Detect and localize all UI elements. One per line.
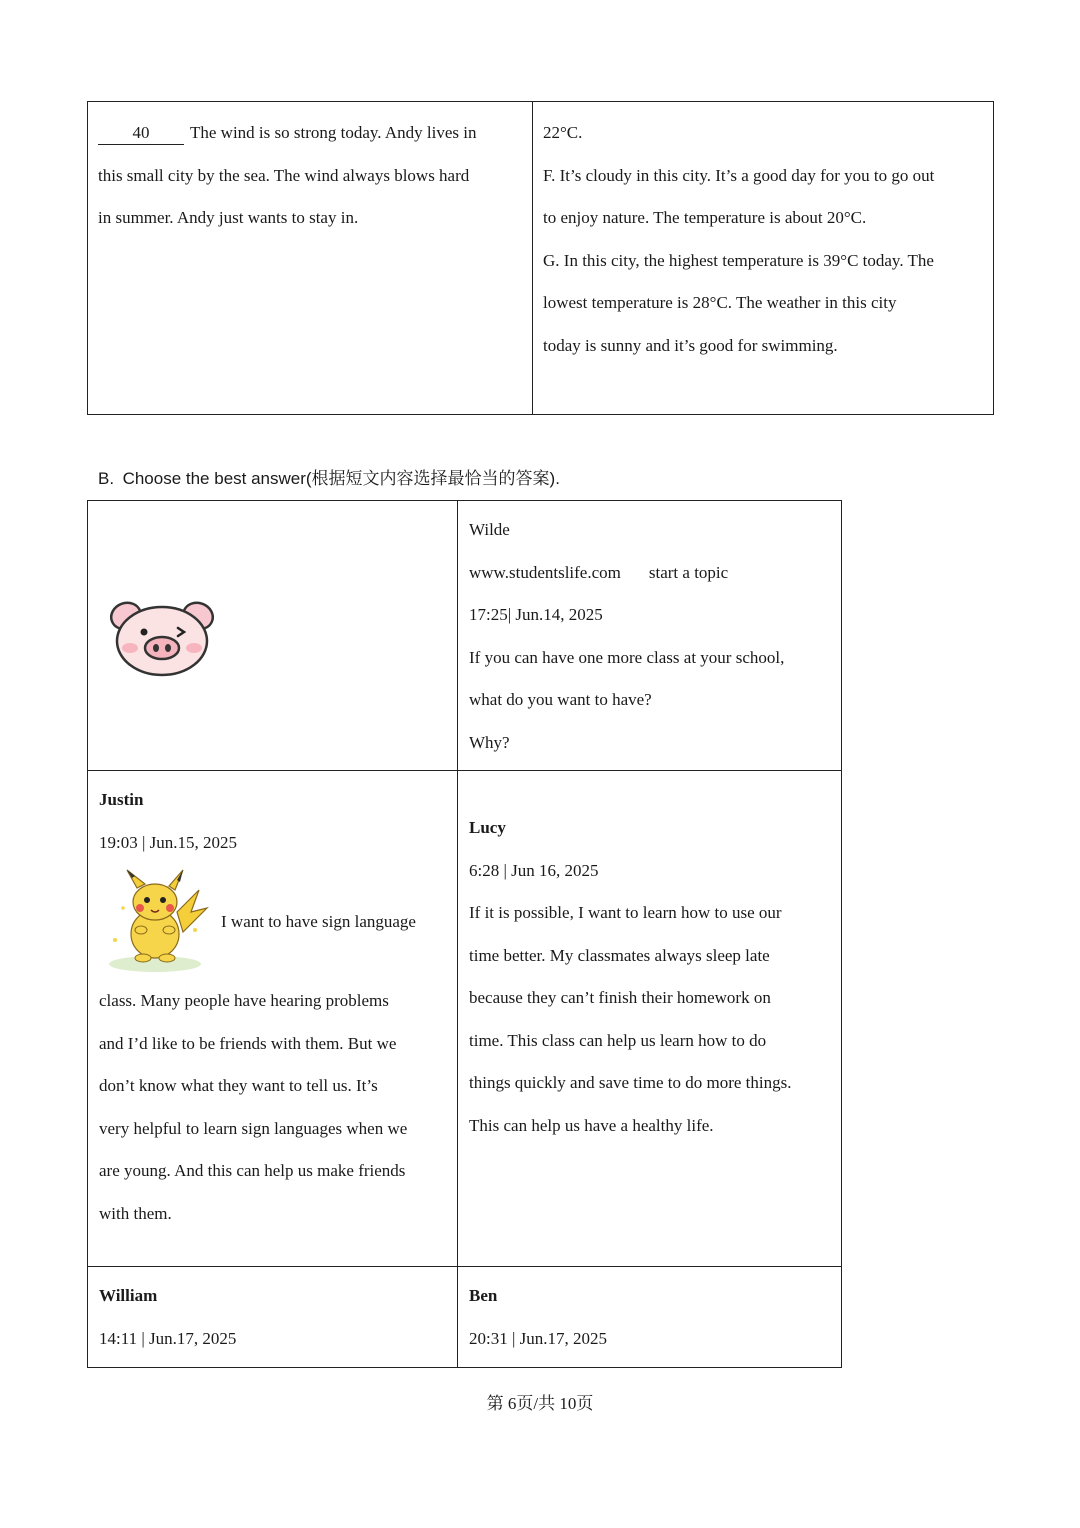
topic-author: Wilde [469, 520, 510, 539]
post-text-line-6: This can help us have a healthy life. [469, 1115, 714, 1135]
post-lucy [469, 807, 839, 1147]
question-40-line-2: this small city by the sea. The wind always blows hard [98, 165, 470, 185]
post-first-line: I want to have sign language [99, 868, 454, 976]
option-g-line-3: today is sunny and it’s good for swimming. [543, 335, 838, 355]
post-text-line-2: time better. My classmates always sleep late [469, 945, 770, 965]
forum-table [87, 500, 842, 1368]
options-cell [543, 112, 988, 367]
post-author: Ben [469, 1286, 498, 1305]
topic-text-line-1: If you can have one more class at your school, [469, 647, 785, 667]
question-40-line-3: in summer. Andy just wants to stay in. [98, 208, 359, 227]
topic-text-line-3: Why? [469, 732, 510, 752]
page-number: 第 6页/共 10页 [486, 1394, 594, 1413]
post-text-line-1: If it is possible, I want to learn how to use our [469, 903, 782, 922]
weather-matching-table [87, 101, 994, 415]
post-ben [469, 1275, 839, 1360]
post-text-line-3: because they can’t finish their homework on [469, 988, 771, 1007]
option-g-line-2: lowest temperature is 28°C. The weather in this city [543, 293, 897, 312]
post-author: William [99, 1286, 158, 1305]
pig-face-icon [108, 598, 216, 678]
post-text-line-1: class. Many people have hearing problems [99, 991, 389, 1010]
row-divider [88, 1266, 841, 1267]
post-time: 19:03 | Jun.15, 2025 [99, 832, 237, 852]
question-40-line-1: 40 The wind is so strong today. Andy lives in [98, 112, 523, 155]
post-text-line-4: very helpful to learn sign languages when we [99, 1118, 408, 1138]
section-b-heading [98, 458, 560, 500]
post-justin [99, 779, 454, 1235]
option-g-line-1: G. In this city, the highest temperature is 39°C today. The [543, 250, 934, 270]
answer-blank[interactable]: 40 [98, 122, 184, 145]
site-link[interactable]: www.studentslife.com [469, 562, 621, 582]
post-text-line-5: things quickly and save time to do more things. [469, 1073, 792, 1092]
question-40-cell [98, 112, 523, 240]
column-divider [457, 501, 458, 1367]
section-instructions: Choose the best answer(根据短文内容选择最恰当的答案). [122, 469, 560, 488]
option-f-line-1: F. It’s cloudy in this city. It’s a good day for you to go out [543, 165, 935, 185]
row-divider [88, 770, 841, 771]
post-author: Justin [99, 790, 144, 809]
option-line: 22°C. [543, 123, 583, 142]
topic-avatar-cell [88, 501, 457, 770]
post-text-line-2: and I’d like to be friends with them. But we [99, 1033, 397, 1053]
post-time: 14:11 | Jun.17, 2025 [99, 1328, 237, 1348]
post-time: 20:31 | Jun.17, 2025 [469, 1328, 607, 1348]
pikachu-icon [99, 868, 211, 976]
section-label: B. [98, 469, 115, 488]
topic-time: 17:25| Jun.14, 2025 [469, 605, 603, 624]
post-text-line-5: are young. And this can help us make friends [99, 1161, 406, 1180]
post-text-line-3: don’t know what they want to tell us. It’s [99, 1076, 378, 1095]
column-divider [532, 102, 533, 414]
post-text-line-6: with them. [99, 1203, 172, 1223]
option-f-line-2: to enjoy nature. The temperature is about 20°C. [543, 208, 867, 227]
start-topic-link[interactable]: start a topic [648, 562, 729, 582]
post-text-line-4: time. This class can help us learn how to do [469, 1030, 767, 1050]
post-william [99, 1275, 454, 1360]
post-author: Lucy [469, 818, 506, 837]
topic-text-line-2: what do you want to have? [469, 690, 652, 709]
post-time: 6:28 | Jun 16, 2025 [469, 860, 599, 880]
topic-cell [469, 509, 839, 764]
topic-site-line [469, 552, 839, 595]
